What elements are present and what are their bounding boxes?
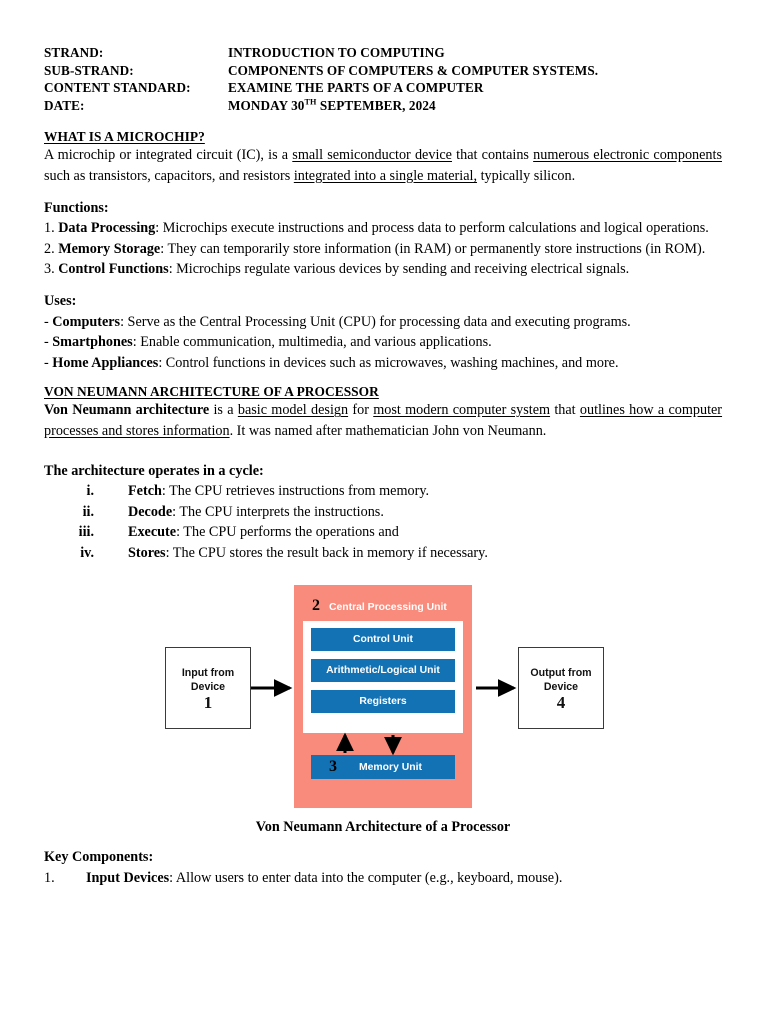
microchip-text-c: such as transistors, capacitors, and resistors xyxy=(44,167,294,184)
uses-item-smartphones xyxy=(44,332,722,353)
input-box-number: 1 xyxy=(203,693,213,713)
uses-item-home-appliances xyxy=(44,353,722,374)
header-value-content-standard: EXAMINE THE PARTS OF A COMPUTER xyxy=(228,80,484,96)
cpu-number: 2 xyxy=(312,597,320,615)
cycle-term-stores: Stores xyxy=(128,544,166,561)
uses-text-computers: : Serve as the Central Processing Unit (CPU) for processing data and executing programs. xyxy=(120,313,631,330)
uses-term-smartphones: Smartphones xyxy=(52,334,133,351)
von-neumann-underline-3: outlines how a computer processes and stores information xyxy=(44,402,723,439)
function-item-2 xyxy=(44,239,722,260)
function-term-2: Memory Storage xyxy=(58,240,161,257)
cycle-term-decode: Decode xyxy=(128,503,173,520)
figure-caption: Von Neumann Architecture of a Processor xyxy=(255,819,511,836)
key-component-item-1 xyxy=(44,868,722,889)
cycle-item-stores xyxy=(44,543,722,564)
cycle-item-decode xyxy=(44,502,722,523)
date-prefix: MONDAY 30 xyxy=(228,97,305,113)
von-neumann-text-c: that xyxy=(550,402,580,419)
section-heading-von-neumann: VON NEUMANN ARCHITECTURE OF A PROCESSOR xyxy=(44,384,379,400)
memory-unit-number: 3 xyxy=(329,758,337,776)
function-text-2: : They can temporarily store information (in RAM) or permanently store instructions (in ROM). xyxy=(160,240,706,257)
function-item-1 xyxy=(44,218,722,239)
von-neumann-text-a: is a xyxy=(209,402,238,419)
control-unit-bar: Control Unit xyxy=(311,628,455,651)
diagram-arrows xyxy=(44,585,722,813)
von-neumann-underline-1: basic model design xyxy=(237,402,349,419)
key-component-text-1: : Allow users to enter data into the computer (e.g., keyboard, mouse). xyxy=(169,870,563,887)
microchip-paragraph xyxy=(44,145,722,186)
cycle-item-fetch xyxy=(44,481,722,502)
cycle-term-fetch: Fetch xyxy=(128,483,162,500)
header-label-strand: STRAND: xyxy=(44,45,104,60)
cycle-item-execute xyxy=(44,522,722,543)
header-value-substrand: COMPONENTS OF COMPUTERS & COMPUTER SYSTEMS. xyxy=(228,62,599,78)
cycle-text-stores: : The CPU stores the result back in memory if necessary. xyxy=(165,544,488,561)
spacer xyxy=(44,187,722,198)
function-number-3: 3. xyxy=(44,261,59,278)
uses-bullet-2: - xyxy=(44,334,53,351)
microchip-underline-2: numerous electronic components xyxy=(533,147,722,164)
section-heading-key-components: Key Components: xyxy=(44,849,154,866)
cycle-list xyxy=(44,481,722,563)
microchip-text-a: A microchip or integrated circuit (IC), is a xyxy=(44,147,293,164)
von-neumann-underline-2: most modern computer system xyxy=(373,402,551,419)
uses-text-home-appliances: : Control functions in devices such as microwaves, washing machines, and more. xyxy=(158,354,619,371)
uses-term-computers: Computers xyxy=(52,313,121,330)
cpu-title-label: Central Processing Unit xyxy=(329,602,447,614)
von-neumann-figure xyxy=(44,585,722,847)
function-number-1: 1. xyxy=(44,220,59,237)
key-components-list xyxy=(44,868,722,889)
section-heading-microchip: WHAT IS A MICROCHIP? xyxy=(44,129,205,145)
microchip-underline-1: small semiconductor device xyxy=(292,147,452,164)
section-heading-functions: Functions: xyxy=(44,199,109,216)
uses-text-smartphones: : Enable communication, multimedia, and various applications. xyxy=(132,334,492,351)
von-neumann-text-b: for xyxy=(348,402,374,419)
spacer xyxy=(44,442,722,461)
function-term-1: Data Processing xyxy=(58,220,156,237)
alu-bar: Arithmetic/Logical Unit xyxy=(311,659,455,682)
function-number-2: 2. xyxy=(44,240,59,257)
cycle-text-decode: : The CPU interprets the instructions. xyxy=(172,503,384,520)
header-value-date xyxy=(228,97,722,115)
cycle-text-fetch: : The CPU retrieves instructions from memory. xyxy=(161,483,430,500)
key-component-term-1: Input Devices xyxy=(86,870,170,887)
header-label-substrand: SUB-STRAND: xyxy=(44,62,134,78)
uses-term-home-appliances: Home Appliances xyxy=(52,354,159,371)
von-neumann-term: Von Neumann architecture xyxy=(44,402,210,419)
microchip-text-d: typically silicon. xyxy=(477,167,576,184)
date-suffix: SEPTEMBER, 2024 xyxy=(316,97,436,113)
output-box-line1: Output from xyxy=(530,667,592,680)
microchip-text-b: that contains xyxy=(451,147,534,164)
uses-bullet-3: - xyxy=(44,354,53,371)
header-label-date: DATE: xyxy=(44,97,85,113)
spacer xyxy=(44,114,722,129)
spacer xyxy=(44,373,722,384)
microchip-underline-3: integrated into a single material, xyxy=(293,167,478,184)
cycle-text-execute: : The CPU performs the operations and xyxy=(176,524,399,541)
uses-bullet-1: - xyxy=(44,313,53,330)
lesson-header xyxy=(44,44,722,114)
function-item-3 xyxy=(44,259,722,280)
registers-bar: Registers xyxy=(311,690,455,713)
memory-unit-label: Memory Unit xyxy=(359,761,422,773)
header-row-date xyxy=(44,97,722,115)
cycle-numeral-4: iv. xyxy=(80,544,94,561)
date-ordinal-suffix: TH xyxy=(304,97,317,107)
output-box-line2: Device xyxy=(543,681,579,694)
spacer xyxy=(44,280,722,291)
input-box-line2: Device xyxy=(190,681,226,694)
output-box-number: 4 xyxy=(556,693,566,713)
cycle-term-execute: Execute xyxy=(128,524,177,541)
section-heading-cycle: The architecture operates in a cycle: xyxy=(44,462,264,479)
header-label-content-standard: CONTENT STANDARD: xyxy=(44,80,191,96)
cycle-numeral-1: i. xyxy=(86,483,94,500)
von-neumann-paragraph xyxy=(44,400,722,441)
architecture-diagram xyxy=(44,585,722,813)
uses-item-computers xyxy=(44,312,722,333)
header-row-content-standard xyxy=(44,79,722,97)
function-text-3: : Microchips regulate various devices by sending and receiving electrical signals. xyxy=(168,261,630,278)
von-neumann-text-d: . It was named after mathematician John von Neumann. xyxy=(229,422,547,439)
cycle-numeral-3: iii. xyxy=(78,524,94,541)
cycle-numeral-2: ii. xyxy=(82,503,94,520)
header-row-substrand xyxy=(44,62,722,80)
header-row-strand xyxy=(44,44,722,62)
header-value-strand: INTRODUCTION TO COMPUTING xyxy=(228,45,445,60)
function-term-3: Control Functions xyxy=(58,261,169,278)
function-text-1: : Microchips execute instructions and process data to perform calculations and logical operations. xyxy=(155,220,709,237)
key-component-number-1: 1. xyxy=(44,870,55,887)
input-box-line1: Input from xyxy=(181,667,235,680)
section-heading-uses: Uses: xyxy=(44,292,77,309)
